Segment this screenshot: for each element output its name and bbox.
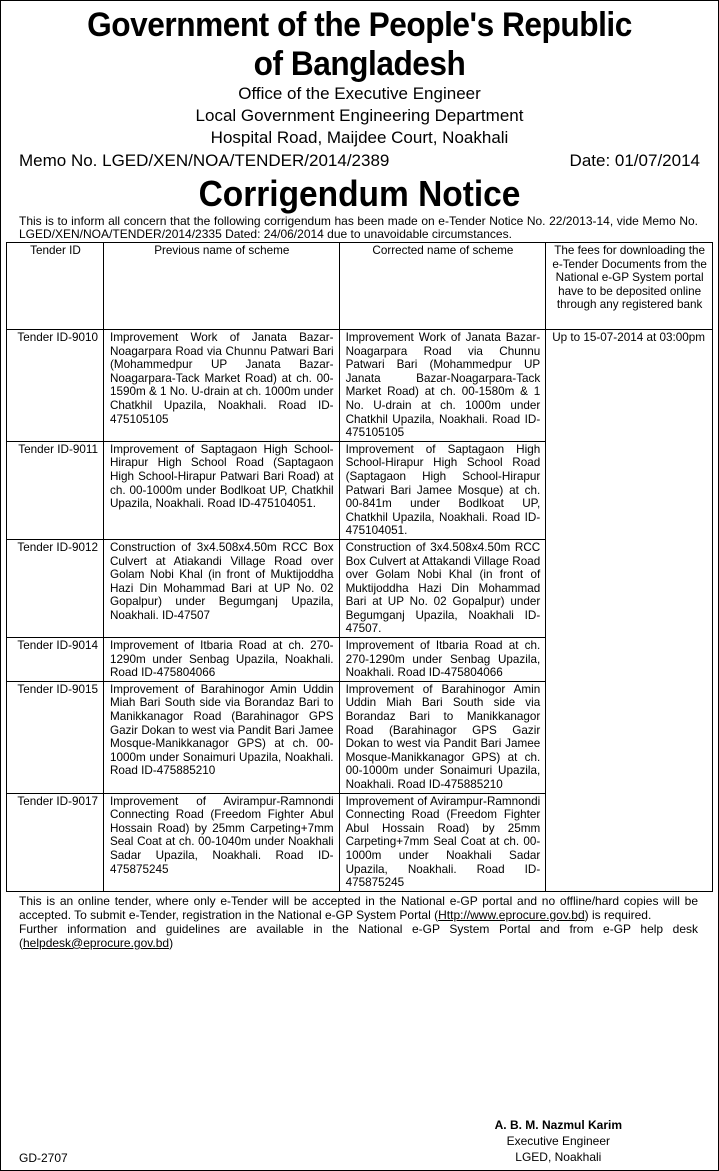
tender-id-cell: Tender ID-9014 [7,638,104,682]
tender-id-cell: Tender ID-9011 [7,441,104,539]
footer-text: ) [169,935,174,950]
office-address: Hospital Road, Maijdee Court, Noakhali [210,128,509,147]
intro-paragraph: This is to inform all concern that the following corrigendum has been made on e-Tender Notice No. 22/2013-14, vide Memo No. LGED/XEN/NOA/TENDER/2014/2335 Dated: 24/06/2014 due to unavoidable circumstances. [19,214,698,241]
signatory-designation: Executive Engineer [506,1134,611,1148]
previous-name-cell: Improvement of Barahinogor Amin Uddin Miah Bari South side via Borandaz Bari to Manikkanagor Road (Barahinagor GPS Gazir Dokan to west via Pandit Bari Jamee Mosque-Manikkanagor GPS) at ch. 00-1000m under Sonaimuri Upazila, Noakhali. Road ID-475885210 [103,681,339,793]
footer-text: Further information and guidelines are available in the National e-GP System Portal and from e-GP help desk ( [19,921,698,950]
memo-number: Memo No. LGED/XEN/NOA/TENDER/2014/2389 [19,151,390,170]
corrected-name-cell: Improvement of Avirampur-Ramnondi Connecting Road (Freedom Fighter Abul Hossain Road) by 25mm Carpeting+7mm Seal Coat at ch. 00-1000m under Noakhali Sadar Upazila, Noakhali. Road ID-475875245 [339,793,546,891]
gd-code: GD-2707 [19,1151,68,1165]
tender-id-cell: Tender ID-9010 [7,330,104,442]
table-header-row [7,243,713,330]
corrected-name-cell: Construction of 3x4.508x4.50m RCC Box Culvert at Attakandi Village Road over Golam Nobi Khal (in front of Muktijoddha Hazi Din Mohammad Bari at UP No. 02 Gopalpur) under Begumganj Upazila, Noakhali ID-47507. [339,539,546,637]
header-corrected-name: Corrected name of scheme [339,243,546,330]
footer-paragraph-2 [1,922,718,950]
header-tender-id: Tender ID [7,243,104,330]
footer-paragraph-1 [1,892,718,922]
deadline-cell: Up to 15-07-2014 at 03:00pm [546,330,713,892]
office-name: Office of the Executive Engineer [238,84,481,103]
corrected-name-cell: Improvement of Barahinogor Amin Uddin Miah Bari South side via Borandaz Bari to Manikkanagor Road (Barahinagor GPS Gazir Dokan to west via Pandit Bari Jamee Mosque-Manikkanagor GPS) at ch. 00-1000m under Sonaimuri Upazila, Noakhali. Road ID-475885210 [339,681,546,793]
header-fees-note: The fees for downloading the e-Tender Documents from the National e-GP System portal have to be deposited online through any registered bank [546,243,713,330]
corrected-name-cell: Improvement Work of Janata Bazar-Noagarpara Road via Chunnu Patwari Bari (Mohammedpur UP Janata Bazar-Noagarpara-Tack Market Road) at ch. 00-1580m & 1 No. U-drain at ch. 1000m under Chatkhil Upazila, Noakhali. Road ID-475105105 [339,330,546,442]
corrected-name-cell: Improvement of Saptagaon High School-Hirapur High School Road (Saptagaon High School-Hirapur Patwari Bari Jamee Mosque) at ch. 00-841m under Bodlkoat UP, Chatkhil Upazila, Noakhali. Road ID-475104051. [339,441,546,539]
memo-date: Date: 01/07/2014 [569,151,700,170]
tender-id-cell: Tender ID-9017 [7,793,104,891]
footer-text: This is an online tender, where only e-Tender will be accepted in the National e-GP portal and no offline/hard copies will be accepted. To submit e-Tender, registration in the National e-GP System Portal ( [19,893,698,922]
helpdesk-email-link[interactable]: helpdesk@eprocure.gov.bd [23,935,170,950]
previous-name-cell: Improvement of Itbaria Road at ch. 270-1290m under Senbag Upazila, Noakhali. Road ID-475804066 [103,638,339,682]
corrected-name-cell: Improvement of Itbaria Road at ch. 270-1290m under Senbag Upazila, Noakhali. Road ID-475804066 [339,638,546,682]
corrigendum-table [6,242,713,892]
memo-row [1,150,718,172]
table-row [7,330,713,442]
govt-heading-line2: of Bangladesh [253,45,466,83]
footer-text: ) is required. [584,907,652,922]
notice-title: Corrigendum Notice [198,173,521,214]
previous-name-cell: Improvement Work of Janata Bazar-Noagarpara Road via Chunnu Patwari Bari (Mohammedpur UP Janata Bazar-Noagarpara-Tack Market Road) at ch. 00-1590m & 1 No. U-drain at ch. 1000m under Chatkhil Upazila, Noakhali. Road ID-475105105 [103,330,339,442]
previous-name-cell: Improvement of Avirampur-Ramnondi Connecting Road (Freedom Fighter Abul Hossain Road) by 25mm Carpeting+7mm Seal Coat at ch. 00-1040m under Noakhali Sadar Upazila, Noakhali. Road ID-475875245 [103,793,339,891]
eprocure-link[interactable]: Http://www.eprocure.gov.bd [438,907,585,922]
signatory-name: A. B. M. Nazmul Karim [494,1118,622,1132]
tender-id-cell: Tender ID-9015 [7,681,104,793]
tender-id-cell: Tender ID-9012 [7,539,104,637]
govt-heading-line1: Government of the People's Republic [87,6,632,44]
signature-block [495,1117,622,1165]
signatory-office: LGED, Noakhali [515,1150,602,1164]
department-name: Local Government Engineering Department [195,106,524,125]
previous-name-cell: Construction of 3x4.508x4.50m RCC Box Culvert at Atiakandi Village Road over Golam Nobi Khal (in front of Muktijoddha Hazi Din Mohammad Bari at UP No. 02 Gopalpur) under Begumganj Upazila, Noakhali. ID-47507 [103,539,339,637]
previous-name-cell: Improvement of Saptagaon High School-Hirapur High School Road (Saptagaon High School-Hirapur Patwari Bari Road) at ch. 00-1000m under Bodlkoat UP, Chatkhil Upazila, Noakhali. Road ID-475104051. [103,441,339,539]
header-previous-name: Previous name of scheme [103,243,339,330]
